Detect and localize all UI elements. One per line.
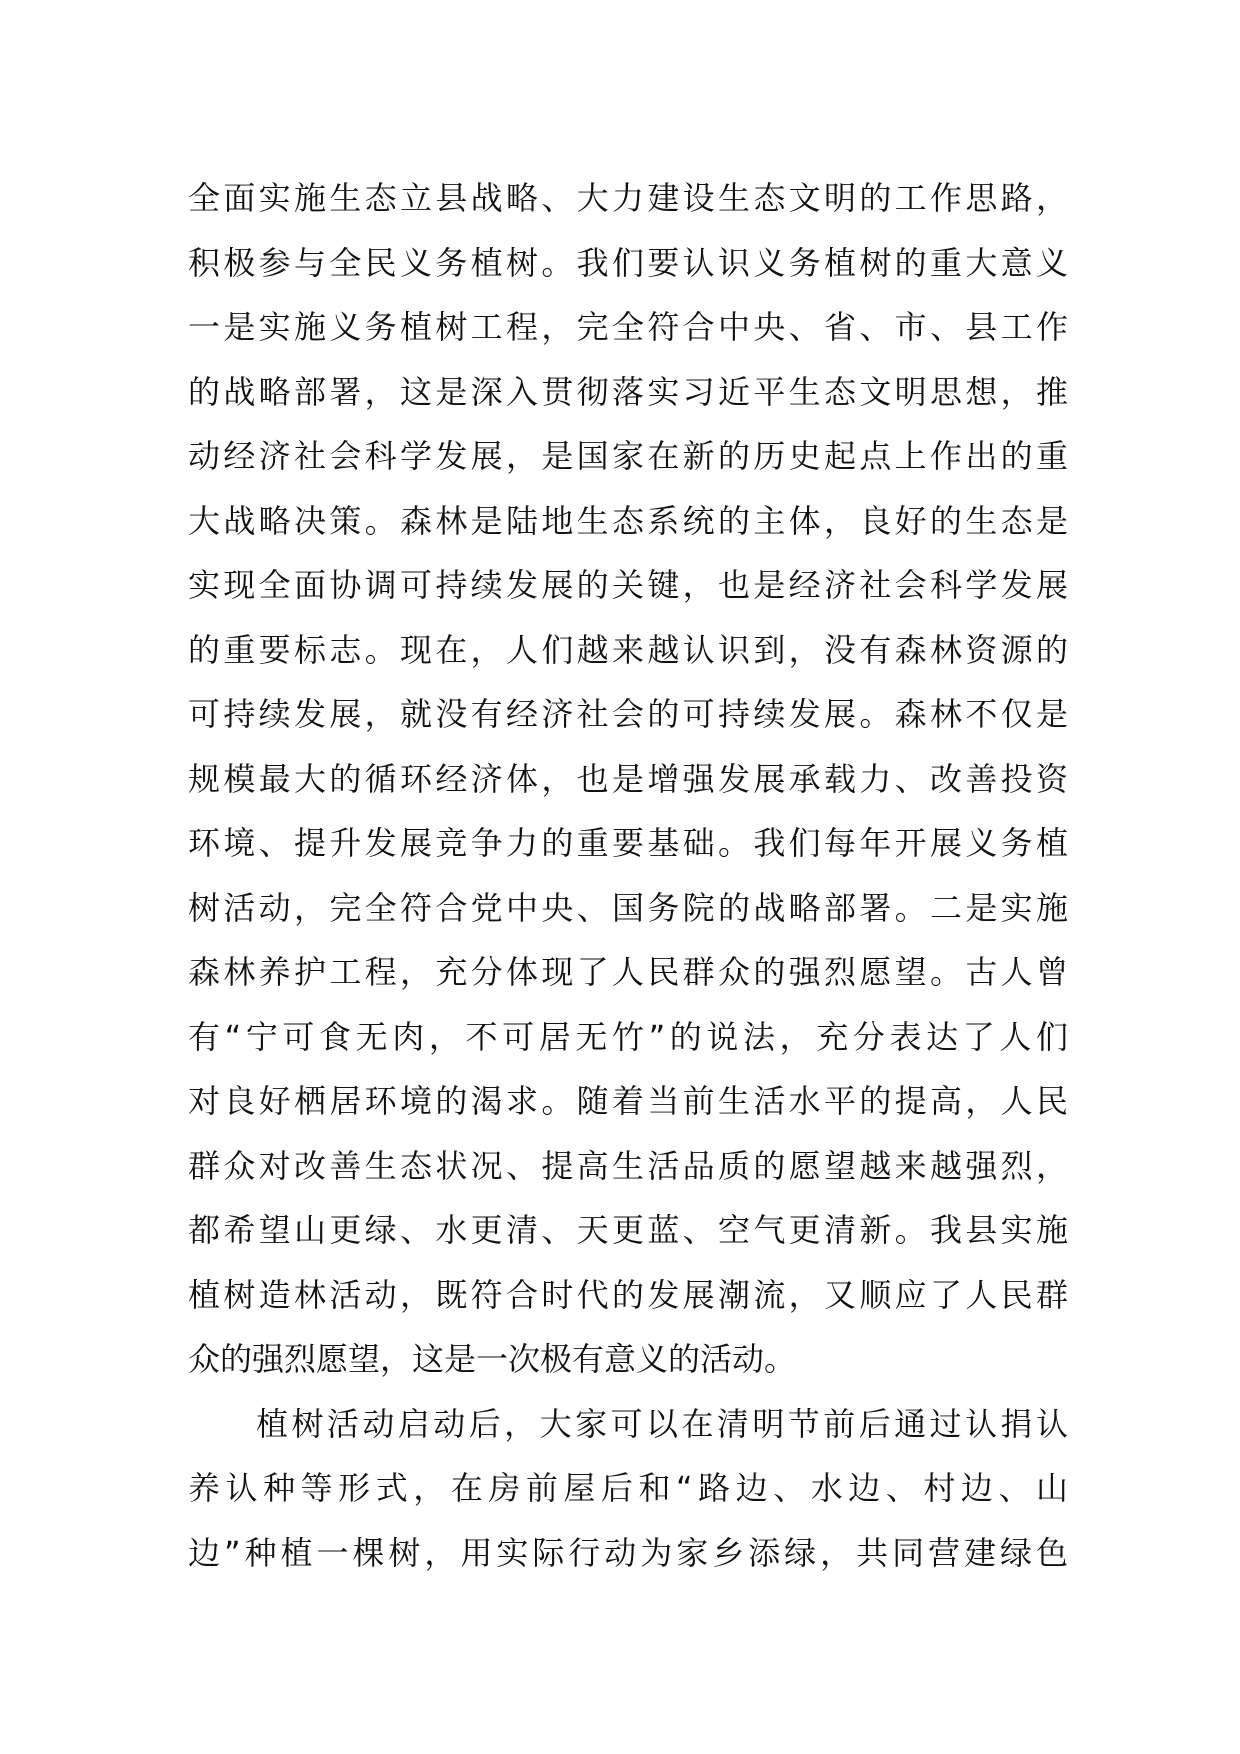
text-line: 规模最大的循环经济体，也是增强发展承载力、改善投资 xyxy=(188,759,1068,798)
text-line: 的战略部署，这是深入贯彻落实习近平生态文明思想，推 xyxy=(188,372,1068,411)
text-line: 的重要标志。现在，人们越来越认识到，没有森林资源的 xyxy=(188,630,1068,669)
text-line: 边”种植一棵树，用实际行动为家乡添绿，共同营建绿色 xyxy=(188,1533,1068,1572)
text-line: 动经济社会科学发展，是国家在新的历史起点上作出的重 xyxy=(188,437,1068,475)
text-line: 森林养护工程，充分体现了人民群众的强烈愿望。古人曾 xyxy=(188,953,1068,991)
text-line: 可持续发展，就没有经济社会的可持续发展。森林不仅是 xyxy=(188,695,1068,733)
paragraph-end-line: 众的强烈愿望，这是一次极有意义的活动。 xyxy=(188,1340,797,1378)
text-line: 养认种等形式，在房前屋后和“路边、水边、村边、山 xyxy=(188,1469,1068,1507)
text-line: 环境、提升发展竞争力的重要基础。我们每年开展义务植 xyxy=(188,824,1068,862)
text-line: 实现全面协调可持续发展的关键，也是经济社会科学发展 xyxy=(188,566,1068,604)
paragraph-start-line: 植树活动启动后，大家可以在清明节前后通过认捐认 xyxy=(256,1404,1068,1443)
text-line: 有“宁可食无肉，不可居无竹”的说法，充分表达了人们 xyxy=(188,1017,1068,1056)
body-text xyxy=(188,166,1068,1585)
text-line: 一是实施义务植树工程，完全符合中央、省、市、县工作 xyxy=(188,308,1068,346)
text-line: 对良好栖居环境的渴求。随着当前生活水平的提高，人民 xyxy=(188,1082,1068,1120)
text-line: 积极参与全民义务植树。我们要认识义务植树的重大意义 xyxy=(188,243,1068,282)
text-line: 全面实施生态立县战略、大力建设生态文明的工作思路， xyxy=(188,179,1068,217)
text-line: 群众对改善生态状况、提高生活品质的愿望越来越强烈， xyxy=(188,1146,1068,1185)
text-line: 树活动，完全符合党中央、国务院的战略部署。二是实施 xyxy=(188,888,1068,927)
text-line: 大战略决策。森林是陆地生态系统的主体，良好的生态是 xyxy=(188,501,1068,540)
text-line: 都希望山更绿、水更清、天更蓝、空气更清新。我县实施 xyxy=(188,1211,1068,1249)
text-line: 植树造林活动，既符合时代的发展潮流，又顺应了人民群 xyxy=(188,1275,1068,1314)
